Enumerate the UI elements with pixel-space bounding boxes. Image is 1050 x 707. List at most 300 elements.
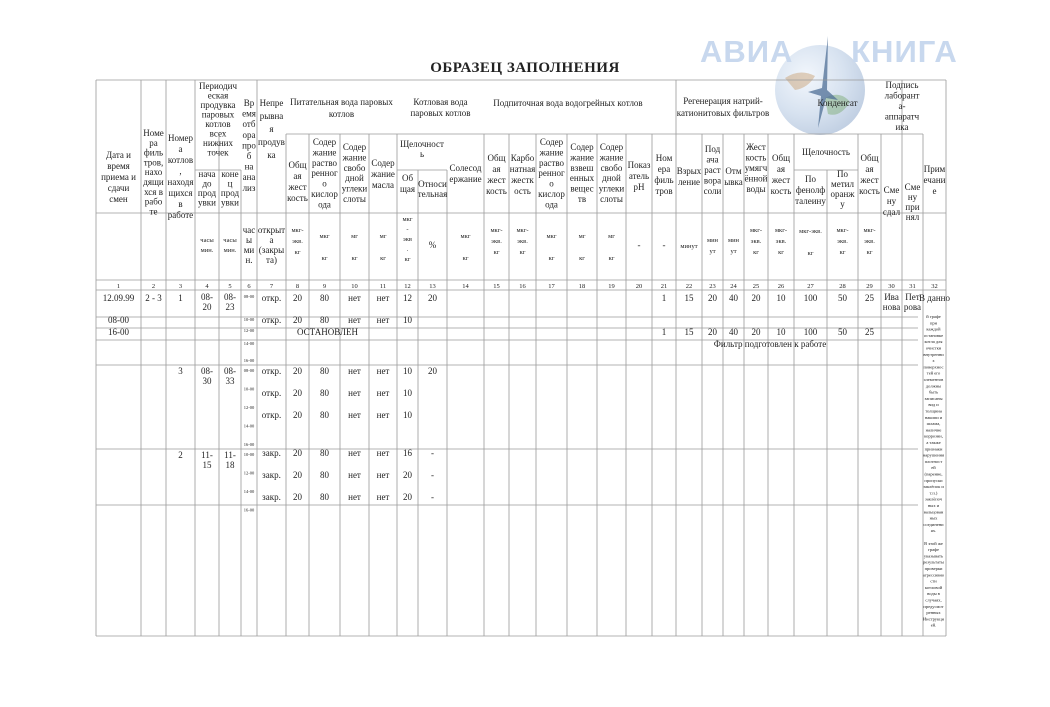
note-text-line: ей. [930,622,937,628]
column-number: 1 [116,283,121,290]
note-text-line: признаки [924,446,943,452]
col-salt-content-header: ержание [449,174,482,184]
col-sample-time-header: Вр [243,98,255,108]
cell-value: 80 [320,315,329,325]
unit-mg-kg: мг [578,233,586,240]
col-notes-header: Прим [923,164,946,174]
unit-mkg-kg: мкг [319,233,330,240]
note-text-line: нарушения [922,452,945,458]
col-phenolphthalein-header: фенолф [795,185,826,195]
col-shift-received-header: Сме [904,182,921,192]
col-sample-time-header: емя [242,108,256,119]
note-text-line: соединени [923,521,944,527]
cell-time: 16-00 [108,327,129,337]
cell-value: 100 [803,293,818,303]
column-number: 17 [548,283,555,290]
cell-time: 14-00 [243,341,255,346]
cell-blowdown: закр. [262,448,281,458]
col-feedwater-oil-header: Содер [371,158,395,168]
cell-end: 23 [225,302,235,312]
cell-value: 50 [838,327,847,337]
col-makeup-hardness-header: жест [487,175,506,185]
col-ph-header: Показ [627,160,651,170]
cell-value: 20 [428,366,437,376]
cell-blowdown: откр. [261,388,282,398]
note-text-line: графе [927,547,940,553]
col-softened-hardness-header: кость [745,152,767,163]
col-sample-time-header: ора [242,129,256,140]
col-feedwater-o2-header: о [322,178,327,189]
cell-blowdown: закр. [262,492,281,502]
cell-time: 14-00 [243,423,255,429]
unit-mkg-ekv-kg: мкг- [774,227,788,234]
note-text-line: коррозии, [924,433,943,439]
col-makeup-o2-header: кислор [538,189,565,199]
note-text-line: тей его [926,370,941,376]
col-feedwater-co2-header: дной [345,173,364,184]
unit-alkalinity-total: - [406,226,409,233]
col-blowdown-end-units: мин. [223,247,237,254]
column-number: 31 [909,283,916,290]
note-text-line: котловой [924,584,943,590]
col-boilers-header: котлов [167,155,194,165]
col-softened-hardness-header: умягч [744,163,768,173]
col-date-header: смен [109,194,128,204]
note-text-line: вальцован [923,509,944,515]
col-methyl-orange-header: метил [831,179,854,189]
col-softened-hardness-header: ённой [744,173,768,184]
cell-value: 20 [293,448,302,458]
unit-minutes: мин [727,237,740,244]
cell-value: нет [348,366,361,376]
unit-mkg-ekv-kg: экв. [775,238,787,245]
col-blowdown-end-header: коне [221,169,239,179]
column-number: 16 [519,283,526,290]
col-suspended-header: енных [569,173,595,184]
cell-note: В данно [919,293,950,303]
col-makeup-co2-header: Содер [599,142,624,152]
column-number: 20 [635,283,643,290]
column-number: 13 [429,283,436,290]
group-periodic-blowdown-header: продувка [200,100,236,110]
col-blowdown-start-header: увки [198,197,216,208]
note-text-line: а также [926,440,941,445]
unit-mkg-ekv-kg: экв. [292,238,303,245]
col-regen-hardness-header: жест [771,175,791,185]
note-text-line: указывать [923,553,944,559]
col-filters-header: тров, [143,157,164,168]
col-makeup-o2-header: о [549,178,554,189]
col-sample-time-units: н. [245,255,253,265]
group-periodic-blowdown-header: всех [209,128,227,139]
note-text-line: воды в [927,591,940,597]
group-signature-header: а- [898,101,906,111]
cell-start: 15 [202,460,212,470]
cell-date: 12.09.99 [102,293,135,303]
cell-blowdown: откр. [261,315,282,325]
col-phenolphthalein-header: По [805,174,816,184]
cell-value: 80 [320,448,329,458]
col-filters-header: филь [143,147,164,158]
col-continuous-blowdown-header: ка [267,150,276,160]
col-loosening-header: Взрых [676,166,702,176]
cell-blowdown: откр. [261,293,282,303]
col-condensate-hardness-header: ая [865,164,874,174]
cell-value: 16 [403,448,412,458]
column-number: 28 [839,283,846,290]
col-methyl-orange-header: По [837,169,848,179]
unit-mkg-kg: мкг [546,233,557,240]
note-text-line: очистки [925,345,942,351]
cell-value: 12 [403,293,412,303]
col-blowdown-start-units: часы [200,237,214,244]
note-text-line: заклёпоч [924,496,943,502]
col-shift-handed-header: Сме [883,185,900,195]
unit-mkg-ekv-kg: кг [866,249,873,256]
unit-mg-kg: кг [351,255,358,262]
note-text-line: внутренни [923,351,944,357]
col-carbonate-hardness-header: Карбо [510,153,535,163]
cell-value: - [431,492,434,502]
note-text-line: х [932,358,935,364]
group-signature-header: аппаратч [884,111,920,122]
note-text-line: заклёпок и [923,484,944,490]
logo-text: АВИА КНИГА [700,34,958,69]
col-makeup-o2-header: раство [538,157,565,168]
col-sample-time-header: б [246,151,252,161]
cell-boiler: 1 [178,293,183,303]
note-text-line: случаях, [925,597,942,603]
unit-mg-kg: мг [608,233,615,240]
col-makeup-co2-header: дной [602,173,621,184]
col-alkalinity-relative-header: тельная [417,189,448,199]
col-filter-numbers-header: Ном [655,153,673,163]
group-periodic-blowdown-header: точек [207,147,229,158]
note-text-line: ренных [926,610,941,616]
col-filters-header: те [149,206,158,217]
unit-mg-kg: мг [351,233,358,240]
cell-value: нет [348,388,361,398]
cell-end: 08- [224,292,236,302]
unit-mg-kg: кг [380,255,386,262]
unit-mkg-ekv-kg: мкг- [291,227,304,234]
note-text-line: шлама, [926,421,941,427]
col-boilers-header: , [179,166,182,176]
column-number: 11 [379,283,387,290]
cell-value: нет [376,448,390,458]
column-number: 12 [404,283,411,290]
col-sample-time-units: час [242,225,256,235]
unit-mkg-ekv-kg: экв. [750,238,762,245]
unit-mkg-ekv-kg: экв. [517,238,528,245]
cell-value: 20 [293,388,302,398]
col-feedwater-co2-header: углеки [341,183,368,194]
col-sample-time-header: на [244,161,254,172]
unit-dash: - [662,240,666,250]
cell-value: 10 [403,366,412,376]
note-text-line: накипи и [924,414,943,420]
column-number: 19 [608,283,615,290]
col-shift-received-header: при [905,202,920,212]
unit-mkg-ekv-kg: кг [778,249,784,256]
unit-mkg-ekv-kg: мкг- [836,227,849,234]
note-text-line: предусмот [923,603,944,609]
unit-mkg-ekv-kg: экв. [864,238,875,245]
col-salt-content-header: Солесод [449,163,482,173]
unit-mkg-kg: кг [462,255,469,262]
column-number: 24 [730,283,737,290]
cell-value: 40 [729,327,738,337]
unit-mkg-ekv-kg: мкг- [490,227,503,234]
col-suspended-header: взвеш [570,162,594,173]
group-periodic-blowdown-header: нижних [203,138,233,148]
group-periodic-blowdown-header: еская [207,90,229,101]
unit-alkalinity-total: . [406,246,409,253]
col-filters-header: хся в [144,186,163,197]
note-text-line: поверхнос [923,364,944,370]
cell-value: 20 [293,410,302,420]
cell-value: 50 [838,293,847,303]
column-number: 6 [247,283,251,290]
col-blowdown-end-units: часы [223,237,237,244]
group-boiler-water-header: паровых котлов [410,108,471,118]
unit-alkalinity-total: мкг [402,216,413,223]
group-periodic-blowdown-header: котлов [205,119,231,129]
col-suspended-header: Содер [570,142,594,152]
subgroup-condensate-alkalinity-header: Щелочность [802,147,850,157]
col-methyl-orange-header: у [840,199,845,209]
cell-value: нет [376,492,390,502]
col-softened-hardness-header: Жест [746,142,766,152]
col-sample-time-header: про [242,140,256,151]
unit-mkg-ekv-kg: мкг- [516,227,529,234]
cell-value: 10 [776,327,786,337]
cell-start: 08- [201,292,213,302]
col-makeup-hardness-header: Общ [487,153,506,163]
column-number: 18 [578,283,586,290]
cell-value: 80 [320,366,329,376]
col-suspended-header: вещес [570,183,594,194]
col-continuous-blowdown-header: продув [258,137,285,147]
cell-value: 20 [708,293,717,303]
col-date-header: время [107,161,130,171]
group-condensate-header: Конденсат [817,98,858,108]
col-phenolphthalein-header: талеину [795,196,826,206]
group-periodic-blowdown-header: Периодич [199,81,237,91]
cell-end: 08- [224,366,236,376]
unit-alkalinity-total: кг [404,256,411,263]
col-salt-feed-header: соли [703,186,722,196]
col-boilers-header: а [178,144,183,154]
col-regen-hardness-header: Общ [771,153,791,163]
col-filters-header: Номе [143,128,164,138]
cell-value: нет [376,388,390,398]
column-number: 7 [269,283,274,290]
group-regeneration-header: катионитовых фильтров [676,108,770,118]
cell-value: 10 [776,293,786,303]
cell-value: 20 [293,366,302,376]
cell-shift-received: Пет [905,292,920,302]
col-boilers-header: Номер [167,133,194,143]
col-shift-handed-header: ну [886,196,897,206]
col-makeup-o2-header: ода [545,199,558,210]
cell-value: 1 [661,327,667,337]
unit-mkg-kg: кг [321,255,328,262]
note-text-line: ях. [930,528,937,534]
note-text-line: при [929,320,938,326]
unit-mkg-ekv-kg: кг [839,249,846,256]
group-signature-header: лаборант [884,90,920,101]
col-shift-handed-header: сдал [882,207,901,217]
cell-blowdown: откр. [261,410,282,420]
column-number: 9 [322,283,327,290]
cell-end: 33 [225,376,235,386]
col-feedwater-oil-header: масла [371,180,395,190]
unit-minutes: минут [680,243,698,250]
cell-time: 08-00 [108,315,129,325]
unit-minutes: мин [706,237,719,244]
col-feedwater-co2-header: слоты [343,194,366,204]
cell-time: 12-00 [243,328,255,333]
cell-end: 11- [224,450,236,460]
col-alkalinity-total-header: щая [399,184,416,194]
col-alkalinity-relative-header: Относи [418,179,447,189]
note-text-line: пропуски [924,477,943,483]
cell-value: нет [348,492,361,502]
column-number: 30 [888,283,895,290]
cell-value: 80 [320,470,329,480]
cell-time: 08-00 [243,294,255,299]
cell-boiler: 2 [178,450,183,460]
cell-value: 40 [729,293,738,303]
cell-value: - [431,448,434,458]
col-blowdown-end-header: прод [220,188,240,198]
note-text-line: вид и [928,402,939,408]
col-makeup-co2-header: жание [599,152,624,163]
cell-value: нет [376,470,390,480]
subgroup-alkalinity-header: ь [419,149,425,159]
note-text-line: записаны [924,395,943,401]
unit-kg: кг [807,250,814,257]
column-number: 32 [931,283,938,290]
unit-mg-kg: кг [579,255,585,262]
col-blowdown-end-header: увки [221,197,239,208]
col-condensate-hardness-header: кость [859,186,880,196]
cell-value: 20 [293,293,302,303]
note-text-line: каждой [926,326,941,332]
column-number: 15 [493,283,500,290]
cell-time: 08-00 [243,368,255,373]
col-filters-header: ра [149,137,158,148]
unit-mkg-ekv-kg: кг [294,249,301,256]
unit-mkg-kg: кг [548,255,555,262]
col-boilers-header: в [178,199,183,209]
unit-percent: % [428,240,437,250]
col-notes-header: е [932,186,937,196]
cell-time: 16-00 [243,442,255,447]
group-boiler-water-header: Котловая вода [413,97,468,107]
col-feedwater-co2-header: свобо [343,162,366,173]
cell-value: 10 [403,410,412,420]
col-carbonate-hardness-header: натная [509,164,536,174]
col-makeup-co2-header: слоты [600,194,623,204]
cell-boiler: 3 [178,366,183,376]
column-number: 14 [462,283,469,290]
col-ph-header: атель [628,171,650,181]
col-feedwater-hardness-header: Общ [288,160,307,170]
cell-stopped: ОСТАНОВЛЕН [297,327,358,337]
col-suspended-header: тв [577,194,587,204]
col-softened-hardness-header: воды [746,184,766,194]
col-shift-received-header: ну [907,192,918,202]
cell-start: 20 [202,302,212,312]
cell-value: 20 [293,492,302,502]
cell-shift-received: рова [903,302,922,312]
col-date-header: Дата и [105,150,132,160]
col-makeup-hardness-header: ая [492,164,501,174]
unit-mkg-ekv-kg: кг [519,249,526,256]
page-title: ОБРАЗЕЦ ЗАПОЛНЕНИЯ [430,60,620,76]
note-text-line: быть [928,389,939,395]
cell-value: 80 [320,293,329,303]
cell-value: 20 [751,293,761,303]
col-boilers-header: щихся [168,188,193,198]
unit-mg-kg: мг [379,233,387,240]
cell-value: нет [376,366,390,376]
note-text-line: ных и [927,503,940,508]
cell-time: 10-00 [243,317,255,322]
col-blowdown-start-header: до [202,178,212,189]
cell-value: нет [376,315,390,325]
col-feedwater-o2-header: кислор [311,189,338,199]
column-number: 5 [228,283,232,290]
cell-value: 20 [293,315,302,325]
col-salt-feed-header: Под [704,144,721,154]
col-notes-header: ечани [923,175,946,185]
col-shift-received-header: нял [905,212,920,222]
col-loosening-header: ление [677,177,701,187]
unit-mkg-ekv-kg: мкг- [749,227,763,234]
note-text-line: сти [930,578,937,584]
col-filters-header: рабо [144,196,163,207]
column-number: 25 [752,283,760,290]
column-number: 22 [685,283,693,290]
note-text-line: ных [929,515,938,521]
cell-value: 80 [320,492,329,502]
note-text-line: й графе [926,314,941,319]
cell-time: 16-00 [243,358,255,363]
col-feedwater-hardness-header: жест [288,182,307,192]
col-carbonate-hardness-header: ость [514,186,531,196]
note-text-line: котла для [924,339,943,345]
note-text-line: Инструкци [922,616,945,622]
cell-start: 30 [202,376,212,386]
col-sample-time-units: ы [245,235,253,245]
column-number: 2 [151,283,156,290]
cell-start: 11- [201,450,213,460]
unit-minutes: ут [709,248,716,255]
note-text-line: т.п.) [929,490,938,496]
col-blowdown-start-header: нача [198,169,216,179]
note-text-line: ей [931,465,936,471]
group-signature-header: Подпись [885,80,919,90]
col-feedwater-o2-header: раство [311,157,338,168]
note-text-line: проверки [924,566,943,571]
col-makeup-o2-header: Содер [539,137,564,147]
cell-value: 15 [684,293,694,303]
cell-time: 16-00 [243,507,255,513]
cell-value: нет [348,293,361,303]
